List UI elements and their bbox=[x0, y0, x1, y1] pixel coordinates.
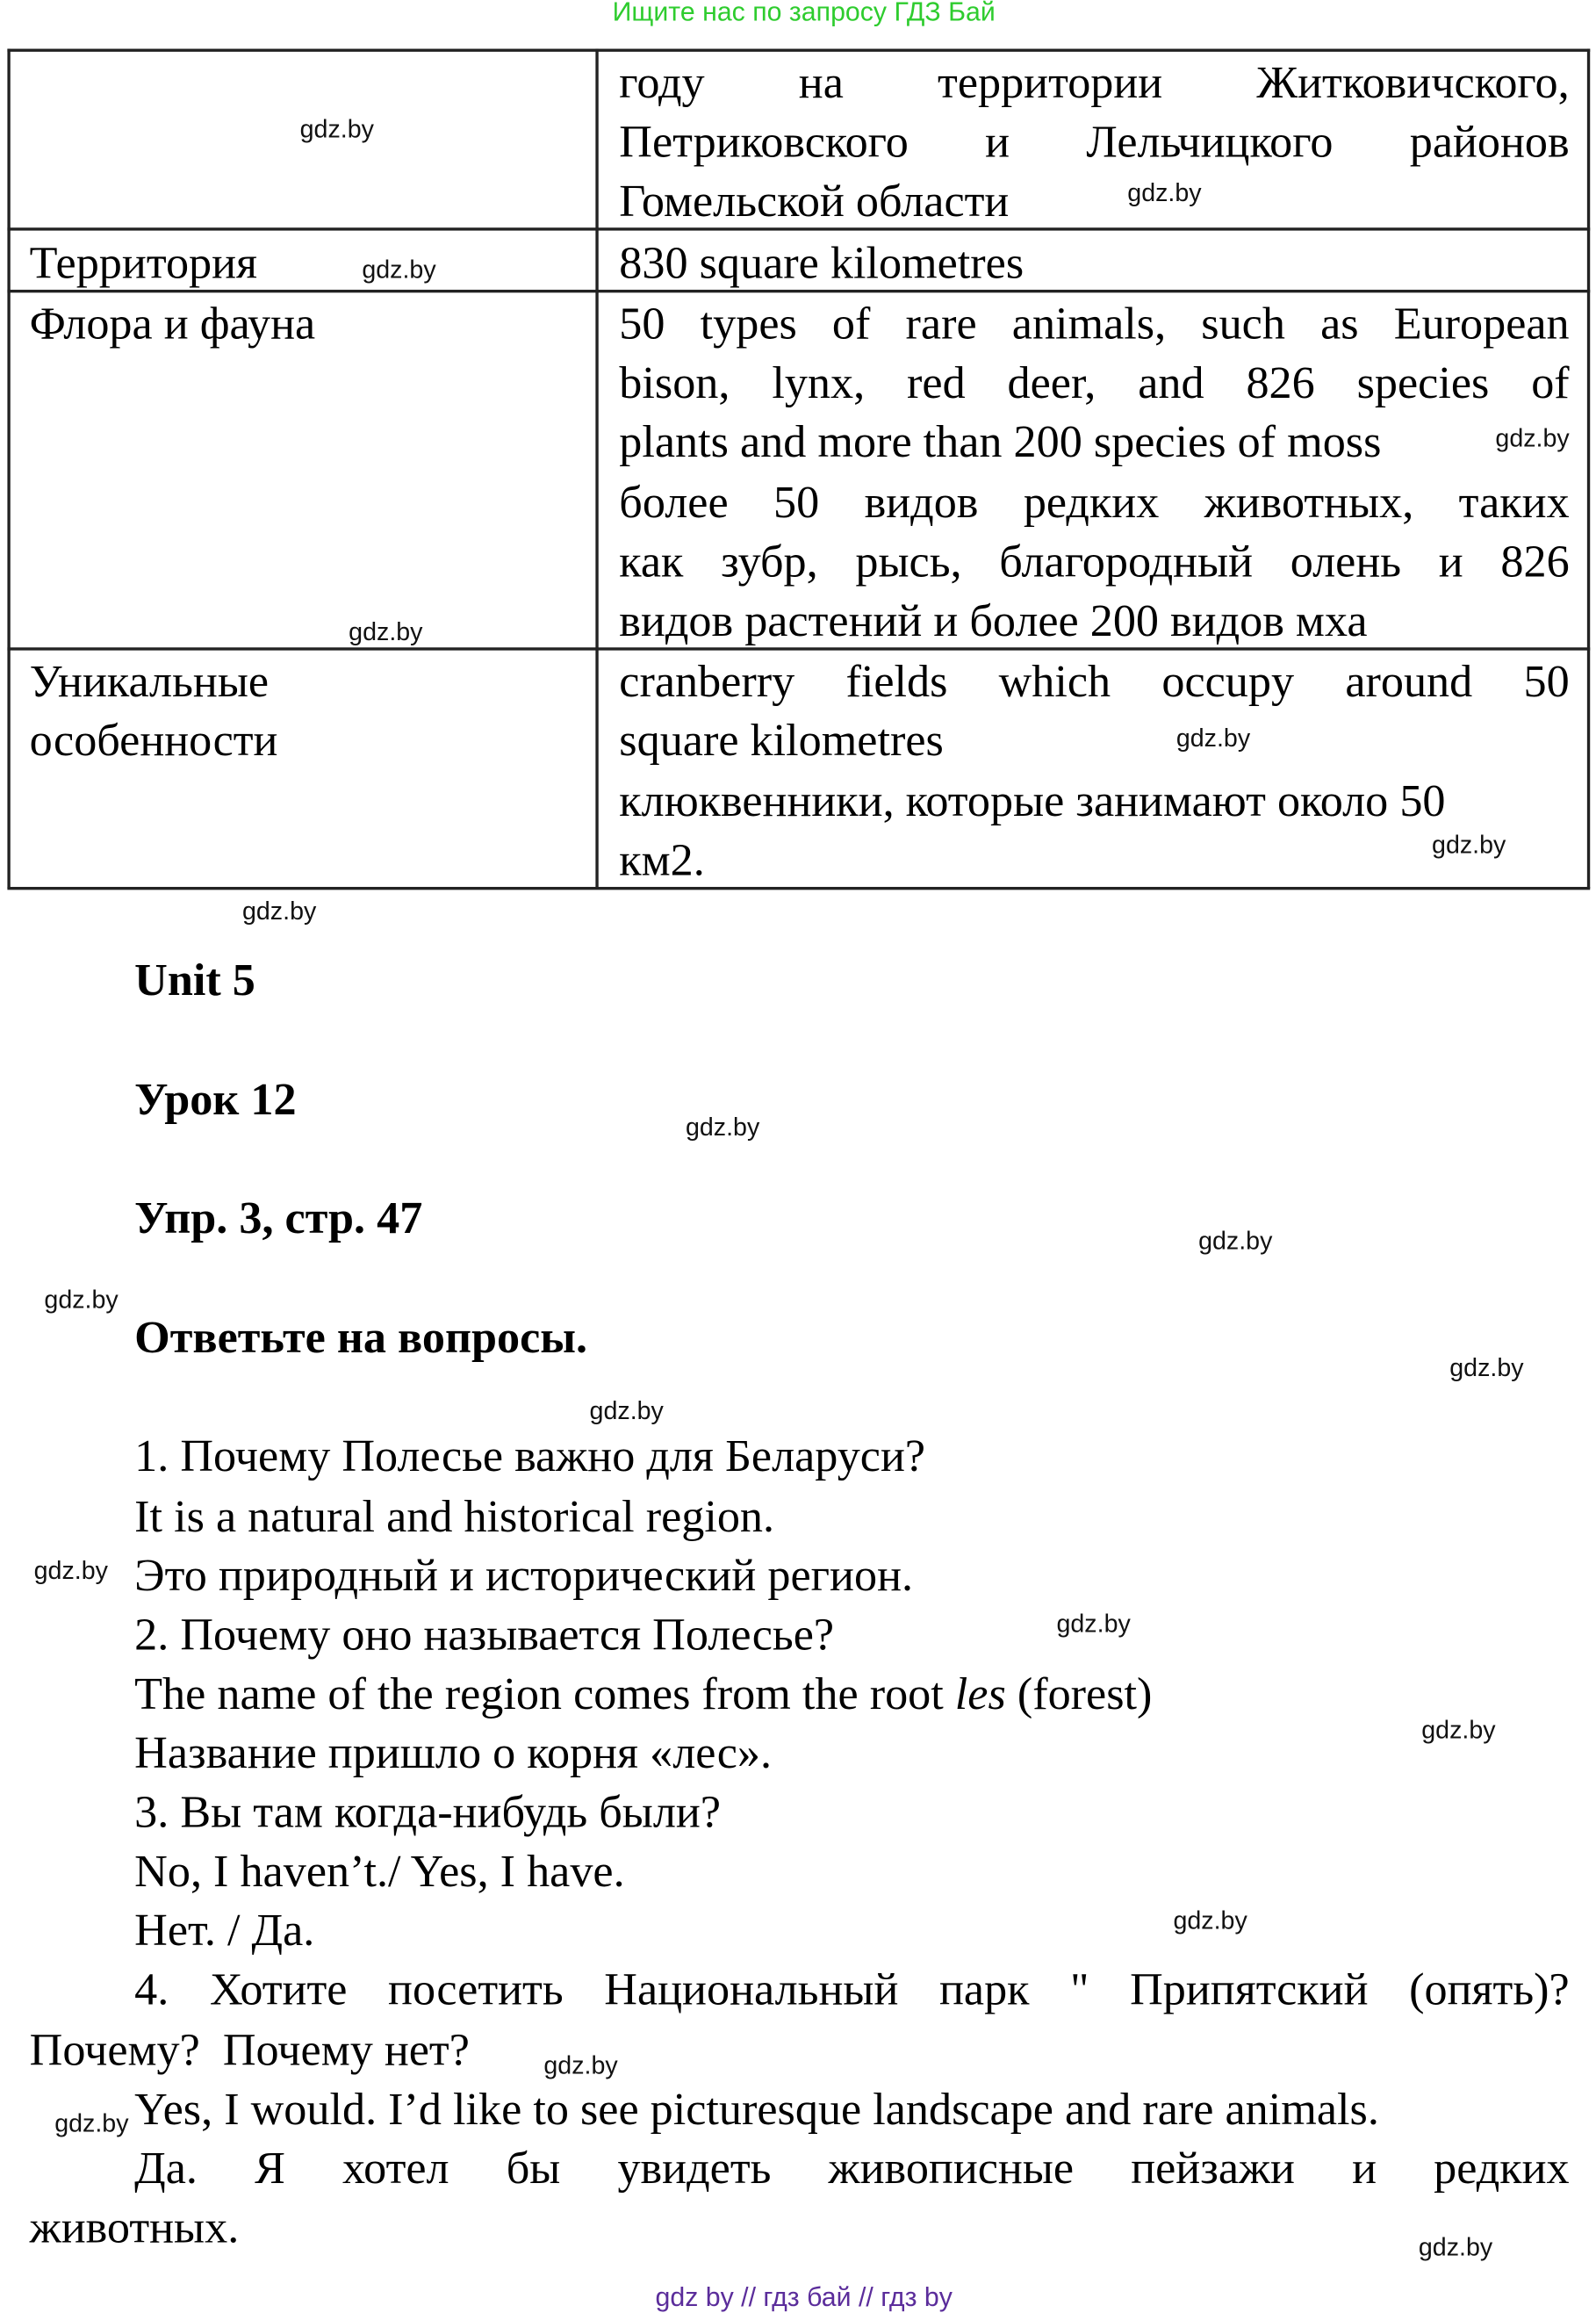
answer-1-en: It is a natural and historical region. bbox=[134, 1489, 775, 1542]
watermark: gdz.by bbox=[1432, 831, 1506, 859]
table-row-label: Уникальные bbox=[29, 654, 270, 707]
exercise-heading: Упр. 3, стр. 47 bbox=[134, 1191, 423, 1243]
watermark: gdz.by bbox=[543, 2051, 618, 2080]
question-1: 1. Почему Полесье важно для Беларуси? bbox=[134, 1429, 926, 1481]
watermark: gdz.by bbox=[44, 1286, 119, 1315]
question-3: 3. Вы там когда-нибудь были? bbox=[134, 1785, 721, 1838]
question-4-cont: Почему? Почему нет? bbox=[29, 2023, 470, 2076]
table-cell-line: 830 square kilometres bbox=[619, 236, 1024, 289]
table-border bbox=[7, 49, 1590, 52]
answer-4-ru: Да. Я хотел бы увидеть живописные пейзажи и редких bbox=[134, 2142, 1570, 2194]
table-cell-line: клюквенники, которые занимают около 50 bbox=[619, 775, 1446, 826]
answer-4-en: Yes, I would. I’d like to see picturesque landscape and rare animals. bbox=[134, 2082, 1379, 2135]
watermark: gdz.by bbox=[349, 617, 423, 646]
table-cell-line: Петриковского и Лельчицкого районов bbox=[619, 115, 1570, 168]
table-cell-line: 50 types of rare animals, such as European bbox=[619, 297, 1570, 349]
table-cell-line: square kilometres bbox=[619, 714, 944, 766]
watermark: gdz.by bbox=[362, 256, 436, 285]
watermark: gdz.by bbox=[1056, 1610, 1131, 1639]
table-cell-line: более 50 видов редких животных, таких bbox=[619, 476, 1570, 528]
footer-banner[interactable]: gdz by // гдз бай // гдз by bbox=[655, 2282, 953, 2312]
watermark: gdz.by bbox=[1495, 424, 1570, 453]
watermark: gdz.by bbox=[1175, 724, 1251, 753]
lesson-heading: Урок 12 bbox=[134, 1073, 297, 1125]
table-cell-line: году на территории Житковичского, bbox=[619, 55, 1570, 108]
answer-1-ru: Это природный и исторический регион. bbox=[134, 1549, 914, 1602]
answer-text: (forest) bbox=[1005, 1667, 1153, 1719]
answer-3-en: No, I haven’t./ Yes, I have. bbox=[134, 1844, 625, 1897]
answer-3-ru: Нет. / Да. bbox=[134, 1904, 315, 1956]
table-cell-line: Гомельской области bbox=[619, 174, 1010, 227]
answer-2-ru: Название пришло о корня «лес». bbox=[134, 1726, 772, 1779]
watermark: gdz.by bbox=[685, 1113, 760, 1142]
task-heading: Ответьте на вопросы. bbox=[134, 1311, 588, 1364]
table-row-label: особенности bbox=[29, 714, 278, 766]
watermark: gdz.by bbox=[1449, 1353, 1524, 1382]
table-cell-line: км2. bbox=[619, 833, 705, 886]
table-cell-line: cranberry fields which occupy around 50 bbox=[619, 654, 1570, 707]
question-4: 4. Хотите посетить Национальный парк " Припятский (опять)? bbox=[134, 1963, 1570, 2015]
table-border bbox=[1587, 49, 1590, 889]
answer-text: The name of the region comes from the root bbox=[134, 1667, 955, 1719]
answer-4-ru-cont: животных. bbox=[29, 2201, 240, 2253]
table-cell-line: bison, lynx, red deer, and 826 species of bbox=[619, 356, 1570, 408]
watermark: gdz.by bbox=[241, 897, 317, 926]
watermark: gdz.by bbox=[299, 115, 374, 144]
table-divider bbox=[595, 49, 598, 889]
table-cell-line: plants and more than 200 species of moss bbox=[619, 415, 1382, 467]
watermark: gdz.by bbox=[54, 2109, 129, 2138]
watermark: gdz.by bbox=[1173, 1906, 1247, 1935]
table-row-label: Территория bbox=[29, 236, 258, 289]
table-border bbox=[7, 887, 1590, 890]
table-cell-line: как зубр, рысь, благородный олень и 826 bbox=[619, 535, 1570, 587]
watermark: gdz.by bbox=[1418, 2233, 1493, 2262]
header-banner[interactable]: Ищите нас по запросу ГДЗ Бай bbox=[612, 0, 996, 27]
table-cell-line: видов растений и более 200 видов мха bbox=[619, 594, 1368, 646]
table-row-label: Флора и фауна bbox=[29, 297, 316, 349]
answer-italic-word: les bbox=[954, 1667, 1006, 1719]
question-2: 2. Почему оно называется Полесье? bbox=[134, 1608, 835, 1661]
watermark: gdz.by bbox=[589, 1396, 664, 1425]
answer-2-en bbox=[134, 1664, 1152, 1723]
watermark: gdz.by bbox=[33, 1556, 108, 1585]
table-border bbox=[7, 49, 10, 889]
unit-heading: Unit 5 bbox=[134, 953, 255, 1005]
watermark: gdz.by bbox=[1421, 1716, 1496, 1745]
watermark: gdz.by bbox=[1198, 1227, 1273, 1256]
watermark: gdz.by bbox=[1127, 178, 1202, 207]
